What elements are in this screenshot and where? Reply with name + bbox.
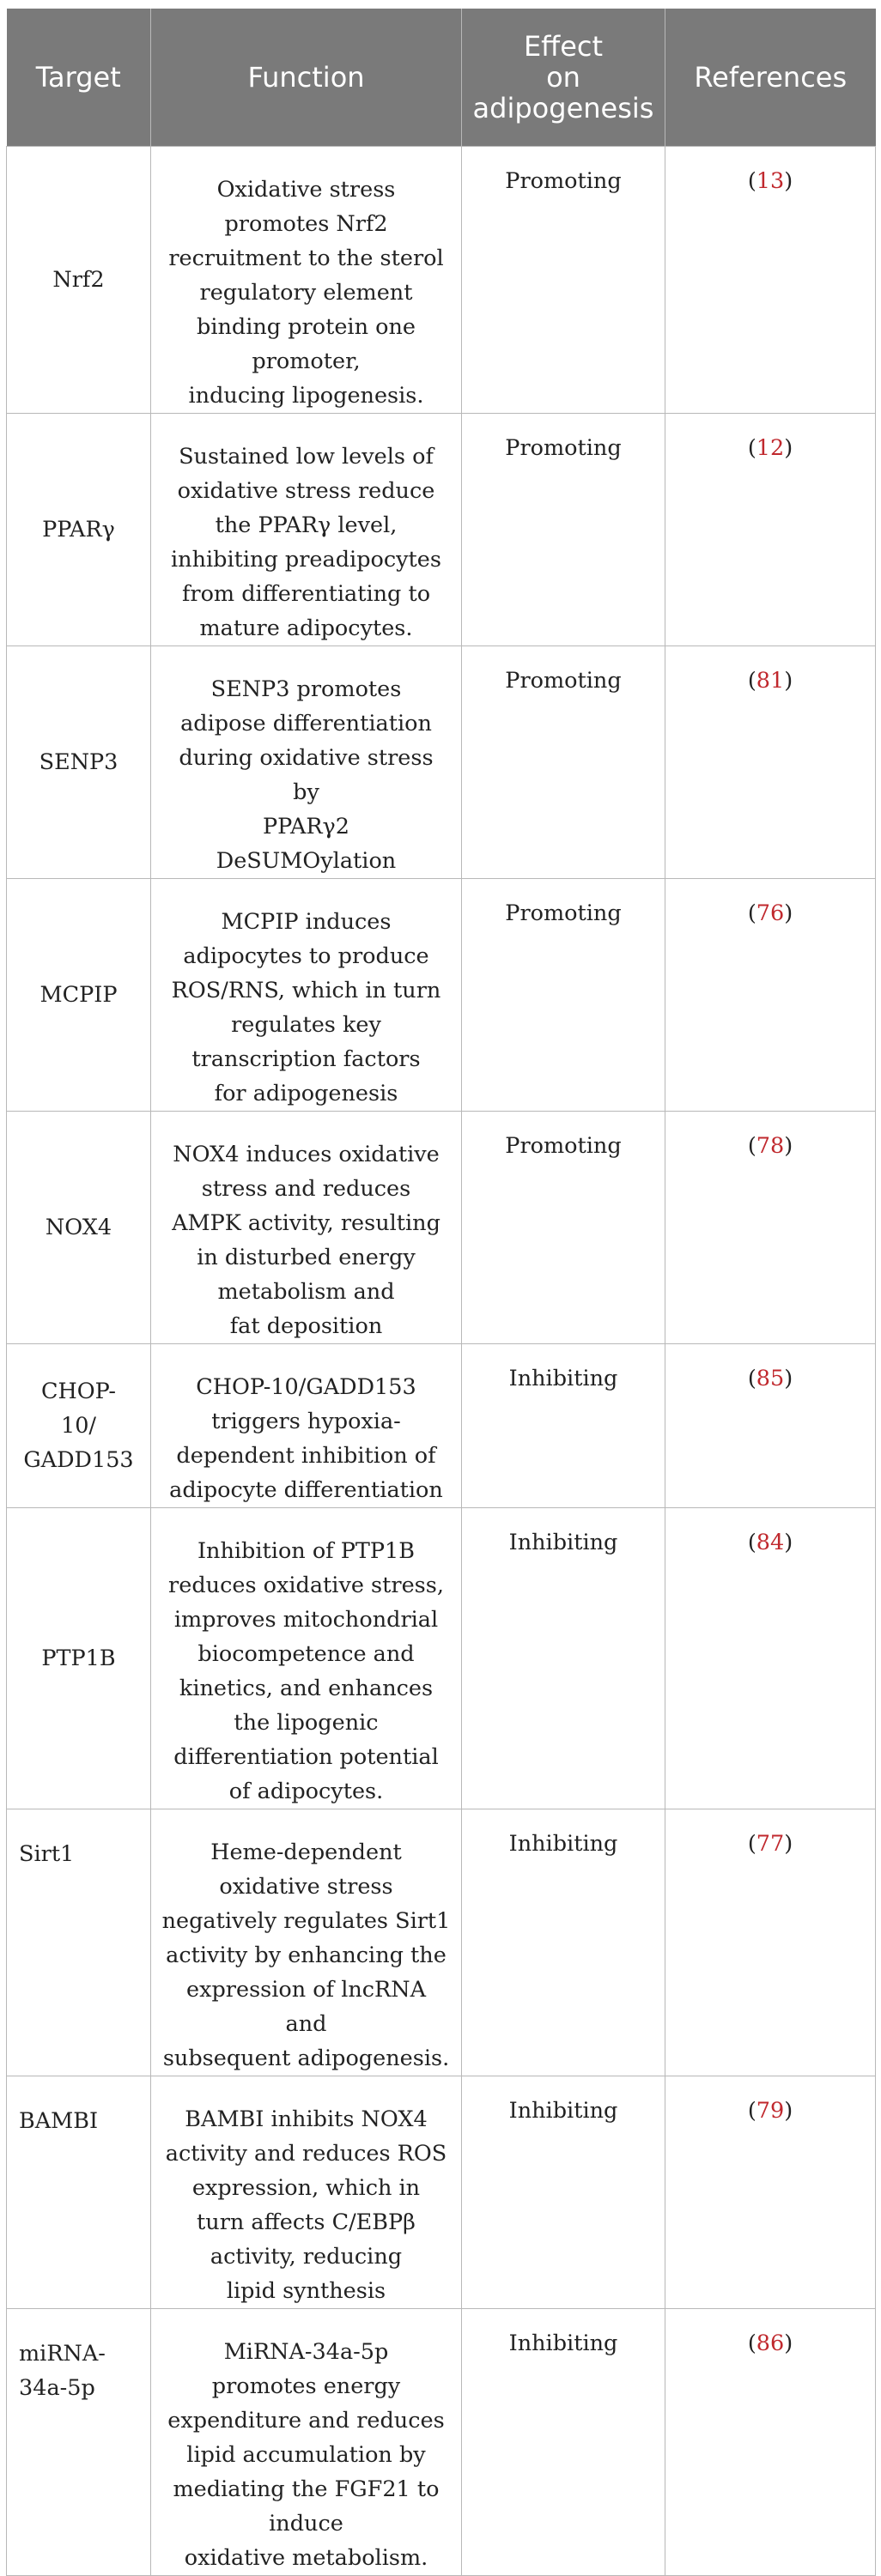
cell-target: NOX4	[7, 1112, 151, 1344]
cell-target: CHOP- 10/ GADD153	[7, 1344, 151, 1508]
table-row	[7, 147, 876, 414]
cell-reference: (77)	[665, 1809, 876, 2076]
cell-target: MCPIP	[7, 879, 151, 1112]
cell-effect: Promoting	[462, 646, 665, 879]
cell-target: Nrf2	[7, 147, 151, 414]
cell-function: BAMBI inhibits NOX4 activity and reduces ROS expression, which in turn affects C/EBPβ activity, reducing lipid synthesis	[151, 2076, 462, 2309]
reference-link[interactable]: 13	[756, 168, 785, 194]
cell-function: Heme-dependent oxidative stress negatively regulates Sirt1 activity by enhancing the expression of lncRNA and subsequent adipogenesis.	[151, 1809, 462, 2076]
reference-link[interactable]: 86	[756, 2331, 785, 2356]
cell-effect: Inhibiting	[462, 1344, 665, 1508]
cell-effect: Promoting	[462, 879, 665, 1112]
table-row	[7, 1508, 876, 1809]
cell-function: Sustained low levels of oxidative stress reduce the PPARγ level, inhibiting preadipocytes from differentiating to mature adipocytes.	[151, 414, 462, 646]
cell-effect: Inhibiting	[462, 1809, 665, 2076]
reference-link[interactable]: 12	[756, 435, 785, 461]
header-references: References	[665, 9, 876, 147]
reference-link[interactable]: 81	[756, 668, 785, 694]
cell-reference: (85)	[665, 1344, 876, 1508]
cell-target: Sirt1	[7, 1809, 151, 2076]
cell-target: PTP1B	[7, 1508, 151, 1809]
table-row	[7, 1809, 876, 2076]
header-effect: Effect on adipogenesis	[462, 9, 665, 147]
cell-function: CHOP-10/GADD153 triggers hypoxia- dependent inhibition of adipocyte differentiation	[151, 1344, 462, 1508]
table-row	[7, 646, 876, 879]
cell-reference: (78)	[665, 1112, 876, 1344]
cell-reference: (12)	[665, 414, 876, 646]
table-row	[7, 2309, 876, 2576]
table-row	[7, 2076, 876, 2309]
reference-link[interactable]: 79	[756, 2098, 785, 2124]
cell-target: BAMBI	[7, 2076, 151, 2309]
cell-reference: (81)	[665, 646, 876, 879]
header-target: Target	[7, 9, 151, 147]
cell-effect: Promoting	[462, 1112, 665, 1344]
cell-effect: Inhibiting	[462, 2309, 665, 2576]
cell-function: MiRNA-34a-5p promotes energy expenditure and reduces lipid accumulation by mediating the FGF21 to induce oxidative metabolism.	[151, 2309, 462, 2576]
header-function: Function	[151, 9, 462, 147]
cell-function: MCPIP induces adipocytes to produce ROS/RNS, which in turn regulates key transcription factors for adipogenesis	[151, 879, 462, 1112]
reference-link[interactable]: 77	[756, 1831, 785, 1857]
table-container	[6, 9, 875, 2576]
cell-reference: (76)	[665, 879, 876, 1112]
table-row	[7, 414, 876, 646]
cell-target: PPARγ	[7, 414, 151, 646]
table-row	[7, 1112, 876, 1344]
reference-link[interactable]: 76	[756, 900, 785, 926]
cell-target: miRNA- 34a-5p	[7, 2309, 151, 2576]
cell-function: NOX4 induces oxidative stress and reduces AMPK activity, resulting in disturbed energy metabolism and fat deposition	[151, 1112, 462, 1344]
cell-reference: (13)	[665, 147, 876, 414]
cell-reference: (84)	[665, 1508, 876, 1809]
cell-effect: Inhibiting	[462, 2076, 665, 2309]
cell-reference: (79)	[665, 2076, 876, 2309]
reference-link[interactable]: 85	[756, 1366, 785, 1391]
cell-effect: Inhibiting	[462, 1508, 665, 1809]
table-header-row	[7, 9, 876, 147]
adipogenesis-table	[6, 9, 876, 2576]
cell-reference: (86)	[665, 2309, 876, 2576]
cell-effect: Promoting	[462, 414, 665, 646]
cell-function: Oxidative stress promotes Nrf2 recruitment to the sterol regulatory element binding protein one promoter, inducing lipogenesis.	[151, 147, 462, 414]
cell-function: SENP3 promotes adipose differentiation during oxidative stress by PPARγ2 DeSUMOylation	[151, 646, 462, 879]
cell-target: SENP3	[7, 646, 151, 879]
cell-function: Inhibition of PTP1B reduces oxidative stress, improves mitochondrial biocompetence and kinetics, and enhances the lipogenic differentiation potential of adipocytes.	[151, 1508, 462, 1809]
cell-effect: Promoting	[462, 147, 665, 414]
table-row	[7, 1344, 876, 1508]
reference-link[interactable]: 78	[756, 1133, 785, 1159]
reference-link[interactable]: 84	[756, 1530, 785, 1555]
table-row	[7, 879, 876, 1112]
